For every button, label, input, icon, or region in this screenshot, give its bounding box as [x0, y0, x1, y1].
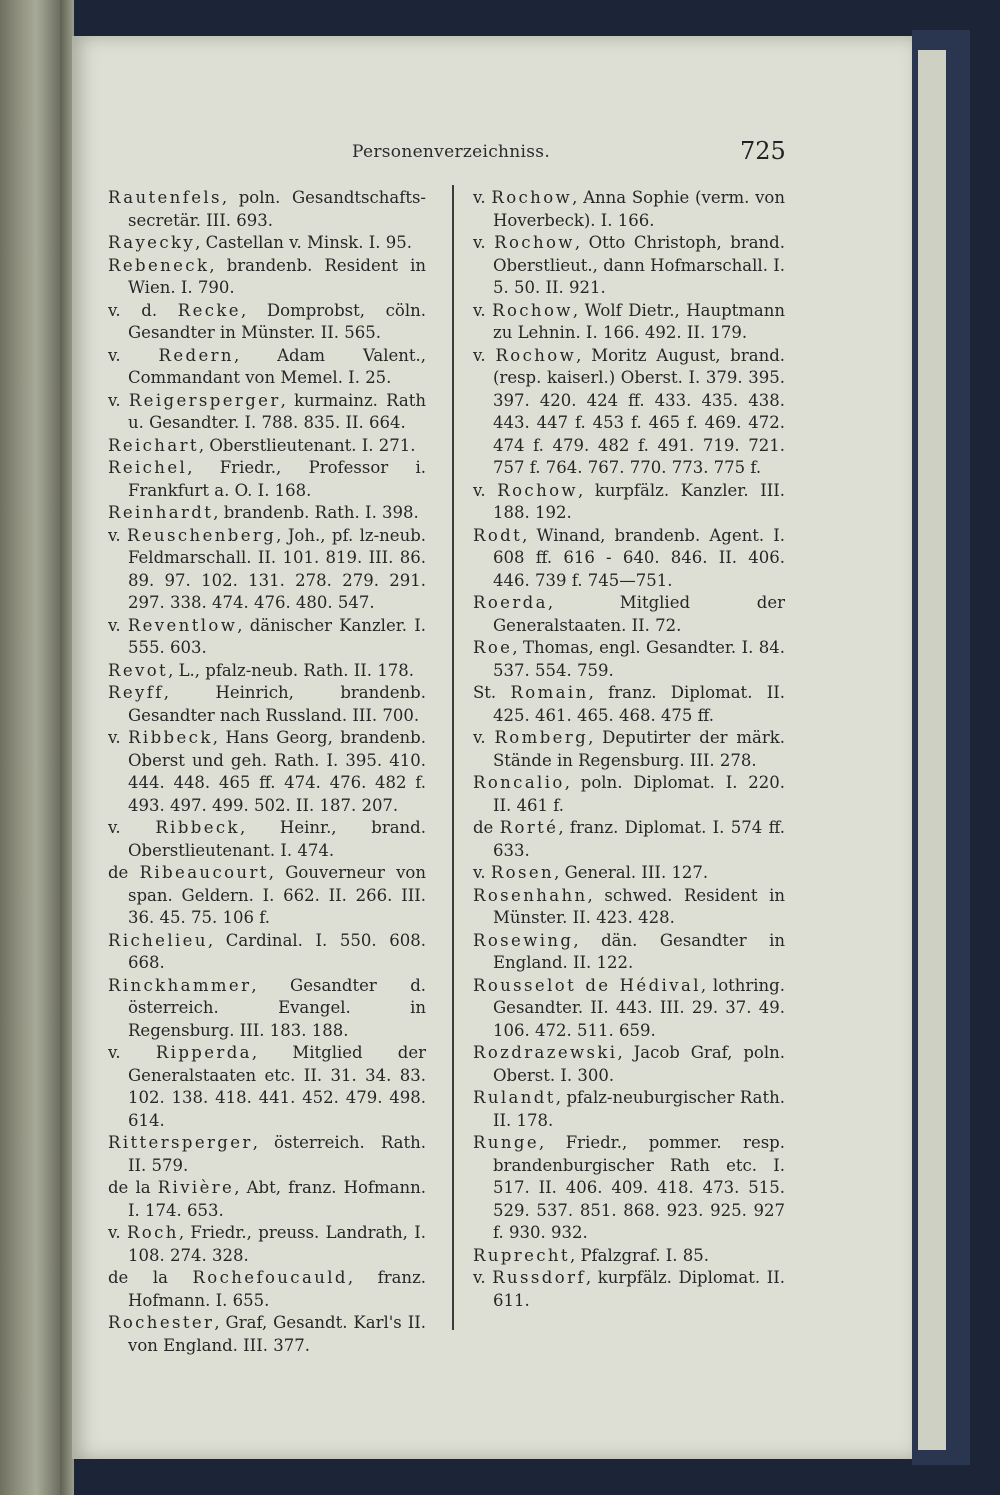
index-entry	[473, 1132, 785, 1245]
index-entry	[473, 682, 785, 727]
index-entry	[108, 232, 426, 255]
entry-details: , Friedr., pommer. resp. brandenburgischer Rath etc. I. 517. II. 406. 409. 418. 473. 515. 529. 537. 851. 868. 923. 925. 927 f. 930. 932.	[493, 1133, 785, 1242]
entry-name: Ripperda	[155, 1043, 252, 1062]
entry-name: Rorté	[499, 818, 559, 837]
index-entry	[108, 1177, 426, 1222]
entry-details: , Wolf Dietr., Hauptmann zu Lehnin. I. 166. 492. II. 179.	[493, 300, 785, 342]
entry-prefix: de la	[108, 1268, 193, 1287]
entry-name: Recke	[177, 300, 241, 320]
entry-name: Rosewing	[473, 930, 574, 950]
entry-details: , Castellan v. Minsk. I. 95.	[195, 233, 413, 252]
entry-details: , Thomas, engl. Gesandter. I. 84. 537. 554. 759.	[493, 638, 785, 680]
entry-name: Romain	[510, 683, 589, 702]
index-column-left	[108, 187, 426, 1357]
entry-name: Ruprecht	[473, 1245, 570, 1265]
index-entry	[473, 772, 785, 817]
entry-name: Romberg	[494, 728, 589, 747]
index-entry	[108, 817, 426, 862]
index-entry	[108, 255, 426, 300]
index-entry	[473, 817, 785, 862]
entry-name: Ribbeck	[128, 728, 213, 747]
entry-details: , brandenb. Rath. I. 398.	[213, 503, 419, 522]
entry-details: , Anna Sophie (verm. von Hoverbeck). I. 166.	[493, 188, 785, 230]
entry-details: , kurmainz. Rath u. Gesandter. I. 788. 835. II. 664.	[128, 390, 427, 432]
entry-name: Rosenhahn	[473, 885, 588, 905]
index-entry	[473, 862, 785, 885]
page-edges	[918, 50, 946, 1450]
entry-name: Reventlow	[127, 615, 238, 635]
entry-details: , Domprobst, cöln. Gesandter in Münster. II. 565.	[128, 300, 427, 342]
entry-prefix: v.	[108, 390, 129, 410]
entry-details: , General. III. 127.	[554, 863, 709, 882]
entry-details: , Cardinal. I. 550. 608. 668.	[128, 930, 426, 972]
entry-name: Revot	[108, 660, 169, 680]
index-entry	[473, 232, 785, 300]
index-entry	[473, 727, 785, 772]
index-entry	[108, 187, 426, 232]
entry-name: Rochow	[495, 345, 577, 365]
entry-prefix: St.	[473, 683, 511, 702]
entry-name: Rulandt	[473, 1088, 556, 1107]
entry-details: , brandenb. Resident in Wien. I. 790.	[128, 255, 426, 297]
entry-name: Ribbeck	[155, 818, 240, 837]
entry-details: , franz. Diplomat. I. 574 ff. 633.	[493, 818, 786, 860]
entry-name: Rodt	[473, 525, 523, 545]
entry-details: , dän. Gesandter in England. II. 122.	[493, 930, 785, 972]
entry-details: , Heinr., brand. Oberstlieutenant. I. 474.	[128, 818, 426, 860]
entry-name: Rosen	[490, 863, 555, 882]
index-entry	[108, 502, 426, 525]
index-entry	[473, 637, 785, 682]
entry-name: Reinhardt	[108, 503, 214, 522]
index-entry	[473, 525, 785, 593]
entry-name: Roe	[473, 638, 513, 657]
entry-name: Rivière	[157, 1178, 235, 1197]
entry-prefix: v.	[108, 615, 128, 635]
index-entry	[108, 300, 426, 345]
entry-name: Reyff	[108, 683, 164, 702]
entry-name: Reichel	[108, 458, 188, 477]
entry-prefix: v.	[473, 1268, 493, 1287]
entry-prefix: v.	[108, 818, 156, 837]
entry-prefix: v.	[473, 233, 495, 252]
entry-details: , Jacob Graf, poln. Oberst. I. 300.	[493, 1043, 785, 1085]
entry-name: Reuschenberg	[127, 525, 277, 545]
index-entry	[473, 1267, 785, 1312]
index-entry	[108, 525, 426, 615]
entry-prefix: de	[108, 863, 140, 882]
entry-name: Ribeaucourt	[139, 863, 269, 882]
entry-details: , Hans Georg, brandenb. Oberst und geh. Rath. I. 395. 410. 444. 448. 465 ff. 474. 476. 482 f. 493. 497. 499. 502. II. 187. 207.	[128, 728, 426, 815]
entry-name: Roncalio	[473, 773, 565, 792]
entry-name: Rinckhammer	[108, 975, 252, 995]
index-entry	[473, 885, 785, 930]
entry-name: Rochow	[492, 300, 573, 320]
index-entry	[108, 727, 426, 817]
entry-name: Roerda	[473, 593, 548, 612]
entry-prefix: v.	[473, 300, 493, 320]
entry-details: , L., pfalz-neub. Rath. II. 178.	[168, 660, 415, 680]
entry-name: Rochow	[491, 188, 573, 207]
entry-name: Rochefoucauld	[192, 1268, 348, 1287]
index-entry	[108, 975, 426, 1043]
entry-name: Reigersperger	[128, 390, 281, 410]
entry-details: , kurpfälz. Kanzler. III. 188. 192.	[493, 480, 786, 522]
entry-details: , franz. Hofmann. I. 655.	[128, 1268, 427, 1310]
entry-name: Reichart	[108, 435, 199, 455]
index-entry	[473, 592, 785, 637]
running-header: Personenverzeichniss.	[352, 142, 551, 162]
entry-details: , Graf, Gesandt. Karl's II. von England. III. 377.	[128, 1313, 426, 1355]
index-entry	[108, 1042, 426, 1132]
entry-details: , poln. Diplomat. I. 220. II. 461 f.	[493, 773, 785, 815]
entry-name: Rochester	[108, 1313, 215, 1332]
entry-name: Rautenfels	[108, 188, 222, 207]
entry-name: Rozdrazewski	[473, 1043, 618, 1062]
index-entry	[108, 1132, 426, 1177]
entry-prefix: de la	[108, 1178, 158, 1197]
entry-details: , kurpfälz. Diplomat. II. 611.	[493, 1268, 785, 1310]
entry-prefix: v.	[108, 1043, 156, 1062]
index-entry	[108, 615, 426, 660]
index-entry	[108, 345, 426, 390]
entry-prefix: v.	[108, 345, 159, 365]
entry-details: , Joh., pf. lz-neub. Feldmarschall. II. 101. 819. III. 86. 89. 97. 102. 131. 278. 279. 291. 297. 338. 474. 476. 480. 547.	[128, 525, 427, 612]
entry-details: , lothring. Gesandter. II. 443. III. 29. 37. 49. 106. 472. 511. 659.	[493, 975, 785, 1040]
entry-details: , Gouverneur von span. Geldern. I. 662. II. 266. III. 36. 45. 75. 106 f.	[128, 863, 426, 927]
index-entry	[473, 930, 785, 975]
index-entry	[473, 300, 785, 345]
entry-details: , Heinrich, brandenb. Gesandter nach Russland. III. 700.	[128, 683, 426, 725]
entry-name: Rayecky	[108, 233, 196, 252]
entry-name: Richelieu	[108, 930, 208, 950]
entry-prefix: v.	[473, 480, 498, 500]
index-entry	[108, 1267, 426, 1312]
index-entry	[108, 862, 426, 930]
index-column-right	[473, 187, 785, 1312]
column-divider	[452, 185, 454, 1330]
entry-name: Redern	[158, 345, 234, 365]
index-entry	[108, 457, 426, 502]
entry-prefix: v.	[473, 345, 496, 365]
index-entry	[473, 1087, 785, 1132]
entry-name: Russdorf	[492, 1268, 586, 1287]
entry-details: , schwed. Resident in Münster. II. 423. 428.	[493, 885, 785, 927]
index-entry	[473, 975, 785, 1043]
entry-name: Rochow	[497, 480, 578, 500]
entry-details: , Mitglied der Generalstaaten etc. II. 31. 34. 83. 102. 138. 418. 441. 452. 479. 498. 614.	[128, 1043, 426, 1130]
index-entry	[108, 682, 426, 727]
entry-details: , Otto Christoph, brand. Oberstlieut., dann Hofmarschall. I. 5. 50. II. 921.	[493, 233, 785, 297]
index-entry	[473, 187, 785, 232]
entry-prefix: v.	[473, 728, 495, 747]
entry-prefix: v.	[108, 525, 128, 545]
entry-details: , pfalz-neuburgischer Rath. II. 178.	[493, 1088, 785, 1130]
entry-name: Rebeneck	[108, 255, 210, 275]
entry-name: Rittersperger	[108, 1133, 253, 1152]
entry-prefix: v.	[108, 728, 129, 747]
book-spine	[0, 0, 60, 1495]
entry-details: , Friedr., Professor i. Frankfurt a. O. I. 168.	[128, 458, 426, 500]
entry-details: , Mitglied der Generalstaaten. II. 72.	[493, 593, 785, 635]
index-entry	[108, 660, 426, 683]
entry-details: , Oberstlieutenant. I. 271.	[198, 435, 416, 455]
entry-details: , Moritz August, brand. (resp. kaiserl.) Oberst. I. 379. 395. 397. 420. 424 ff. 433. 435. 438. 443. 447 f. 453 f. 465 f. 469. 472. 474 f. 479. 482 f. 491. 719. 721. 757 f. 764. 767. 770. 773. 775 f.	[493, 345, 786, 477]
index-entry	[108, 930, 426, 975]
entry-details: , Winand, brandenb. Agent. I. 608 ff. 616 - 640. 846. II. 406. 446. 739 f. 745—751.	[493, 525, 785, 590]
entry-details: , Deputirter der märk. Stände in Regensburg. III. 278.	[493, 728, 785, 770]
index-entry	[473, 480, 785, 525]
entry-prefix: de	[473, 818, 500, 837]
entry-details: , Adam Valent., Commandant von Memel. I. 25.	[128, 345, 426, 387]
index-entry	[108, 1312, 426, 1357]
index-entry	[108, 390, 426, 435]
page-number: 725	[740, 137, 786, 165]
index-entry	[473, 345, 785, 480]
index-entry	[108, 1222, 426, 1267]
entry-details: , dänischer Kanzler. I. 555. 603.	[128, 615, 426, 657]
entry-details: , poln. Gesandtschafts-secretär. III. 693.	[128, 188, 426, 230]
entry-prefix: v.	[473, 863, 491, 882]
entry-name: Roch	[126, 1223, 179, 1242]
index-entry	[108, 435, 426, 458]
entry-name: Rousselot de Hédival	[473, 975, 701, 995]
entry-details: , Pfalzgraf. I. 85.	[569, 1245, 710, 1265]
entry-details: , österreich. Rath. II. 579.	[128, 1133, 426, 1175]
entry-prefix: v.	[108, 1223, 127, 1242]
index-entry	[473, 1245, 785, 1268]
entry-name: Rochow	[494, 233, 575, 252]
entry-details: , Gesandter d. österreich. Evangel. in Regensburg. III. 183. 188.	[128, 975, 426, 1040]
entry-details: , franz. Diplomat. II. 425. 461. 465. 468. 475 ff.	[493, 683, 785, 725]
entry-name: Runge	[473, 1133, 540, 1152]
entry-prefix: v.	[473, 188, 492, 207]
index-entry	[473, 1042, 785, 1087]
entry-prefix: v. d.	[108, 300, 178, 320]
entry-details: , Friedr., preuss. Landrath, I. 108. 274. 328.	[128, 1223, 426, 1265]
entry-details: , Abt, franz. Hofmann. I. 174. 653.	[128, 1178, 426, 1220]
